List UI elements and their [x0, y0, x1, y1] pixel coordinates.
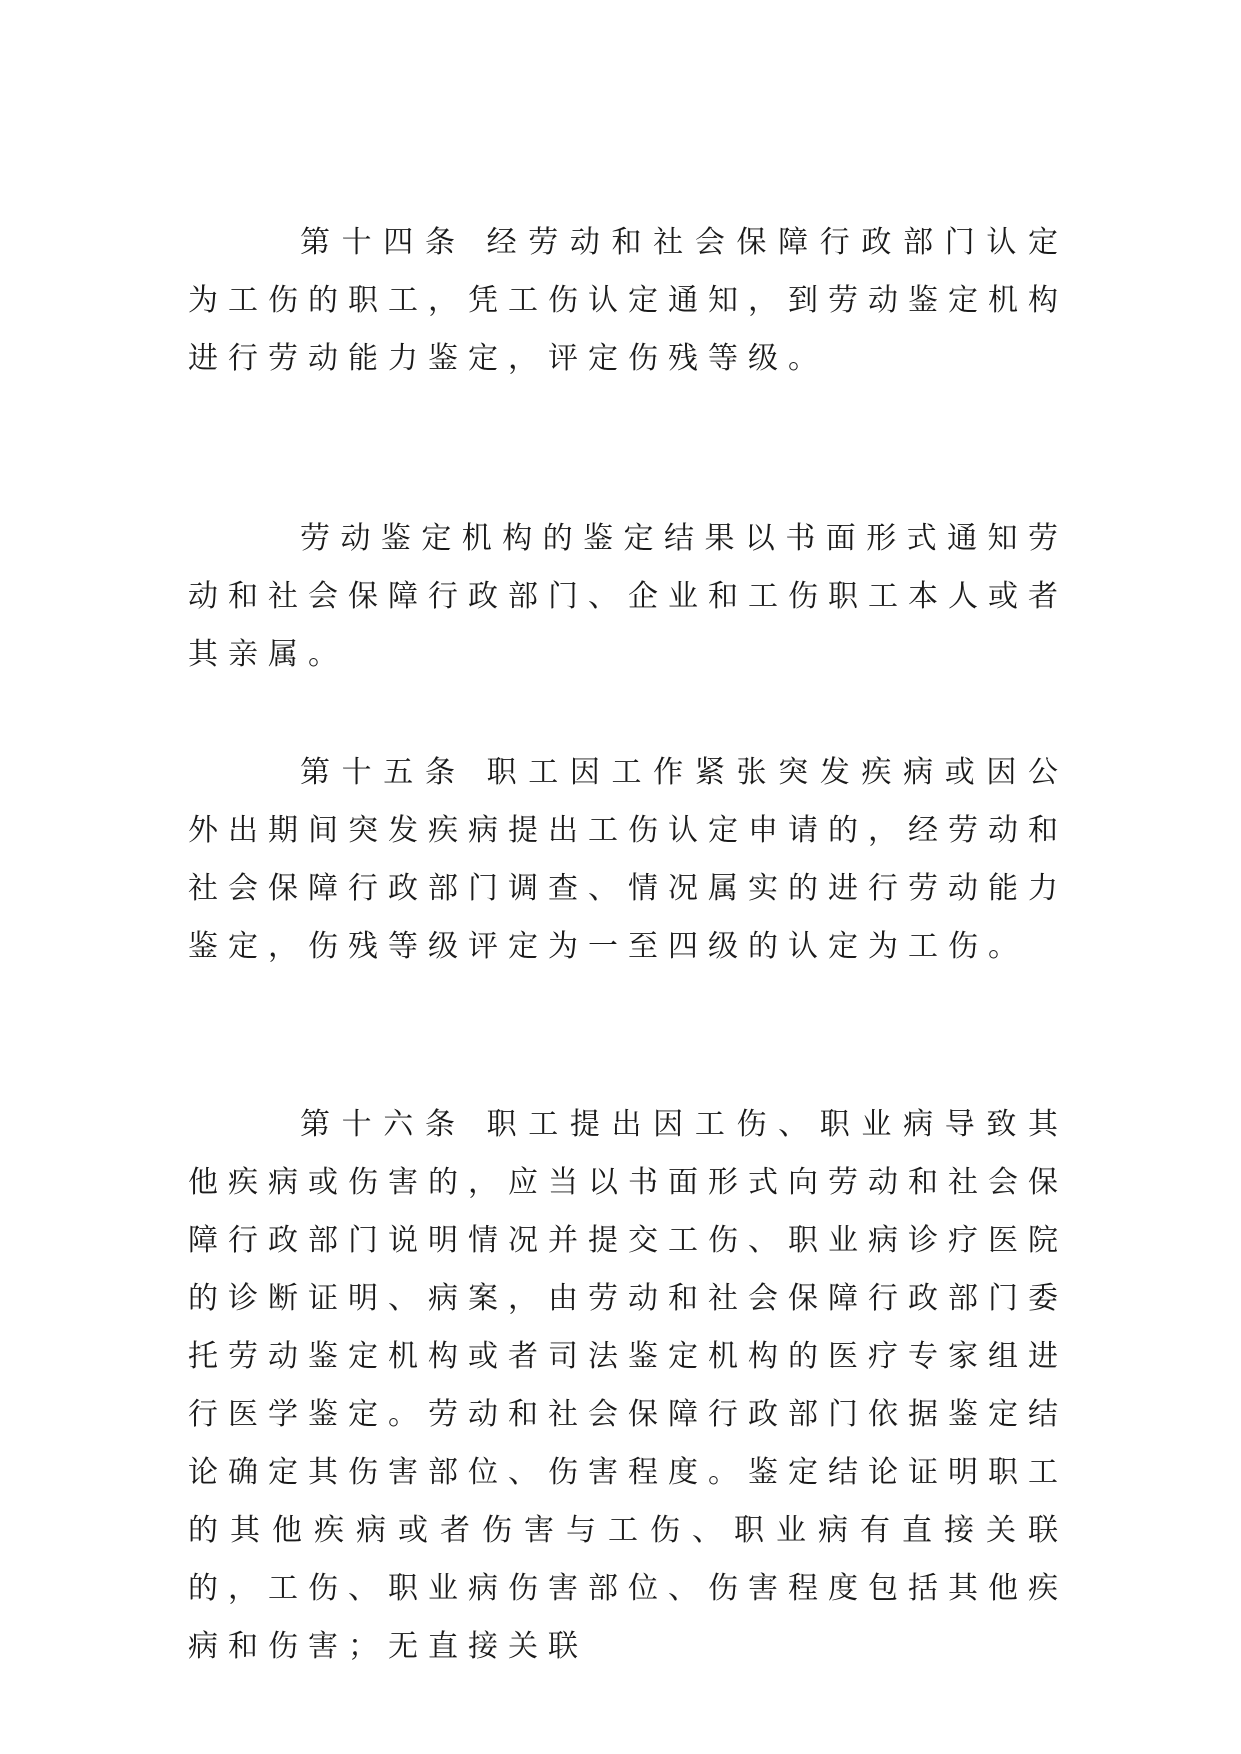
- article-15-paragraph: [188, 744, 1068, 976]
- article-text: 职工提出因工伤、职业病导致其他疾病或伤害的，应当以书面形式向劳动和社会保障行政部门说明情况并提交工伤、职业病诊疗医院的诊断证明、病案，由劳动和社会保障行政部门委托劳动鉴定机构或者司法鉴定机构的医疗专家组进行医学鉴定。劳动和社会保障行政部门依据鉴定结论确定其伤害部位、伤害程度。鉴定结论证明职工的其他疾病或者伤害与工伤、职业病有直接关联的，工伤、职业病伤害部位、伤害程度包括其他疾病和伤害；无直接关联: [188, 1107, 1069, 1664]
- article-14-continuation-paragraph: [188, 510, 1068, 684]
- paragraph-text: 劳动鉴定机构的鉴定结果以书面形式通知劳动和社会保障行政部门、企业和工伤职工本人或者其亲属。: [188, 521, 1068, 672]
- article-14-paragraph: [188, 214, 1068, 388]
- article-number: 第十五条: [300, 755, 467, 790]
- article-number: 第十六条: [300, 1107, 467, 1142]
- article-16-paragraph: [188, 1096, 1068, 1676]
- article-number: 第十四条: [300, 225, 467, 260]
- article-text: 经劳动和社会保障行政部门认定为工伤的职工，凭工伤认定通知，到劳动鉴定机构进行劳动能力鉴定，评定伤残等级。: [188, 225, 1069, 376]
- article-text: 职工因工作紧张突发疾病或因公外出期间突发疾病提出工伤认定申请的，经劳动和社会保障行政部门调查、情况属实的进行劳动能力鉴定，伤残等级评定为一至四级的认定为工伤。: [188, 755, 1069, 964]
